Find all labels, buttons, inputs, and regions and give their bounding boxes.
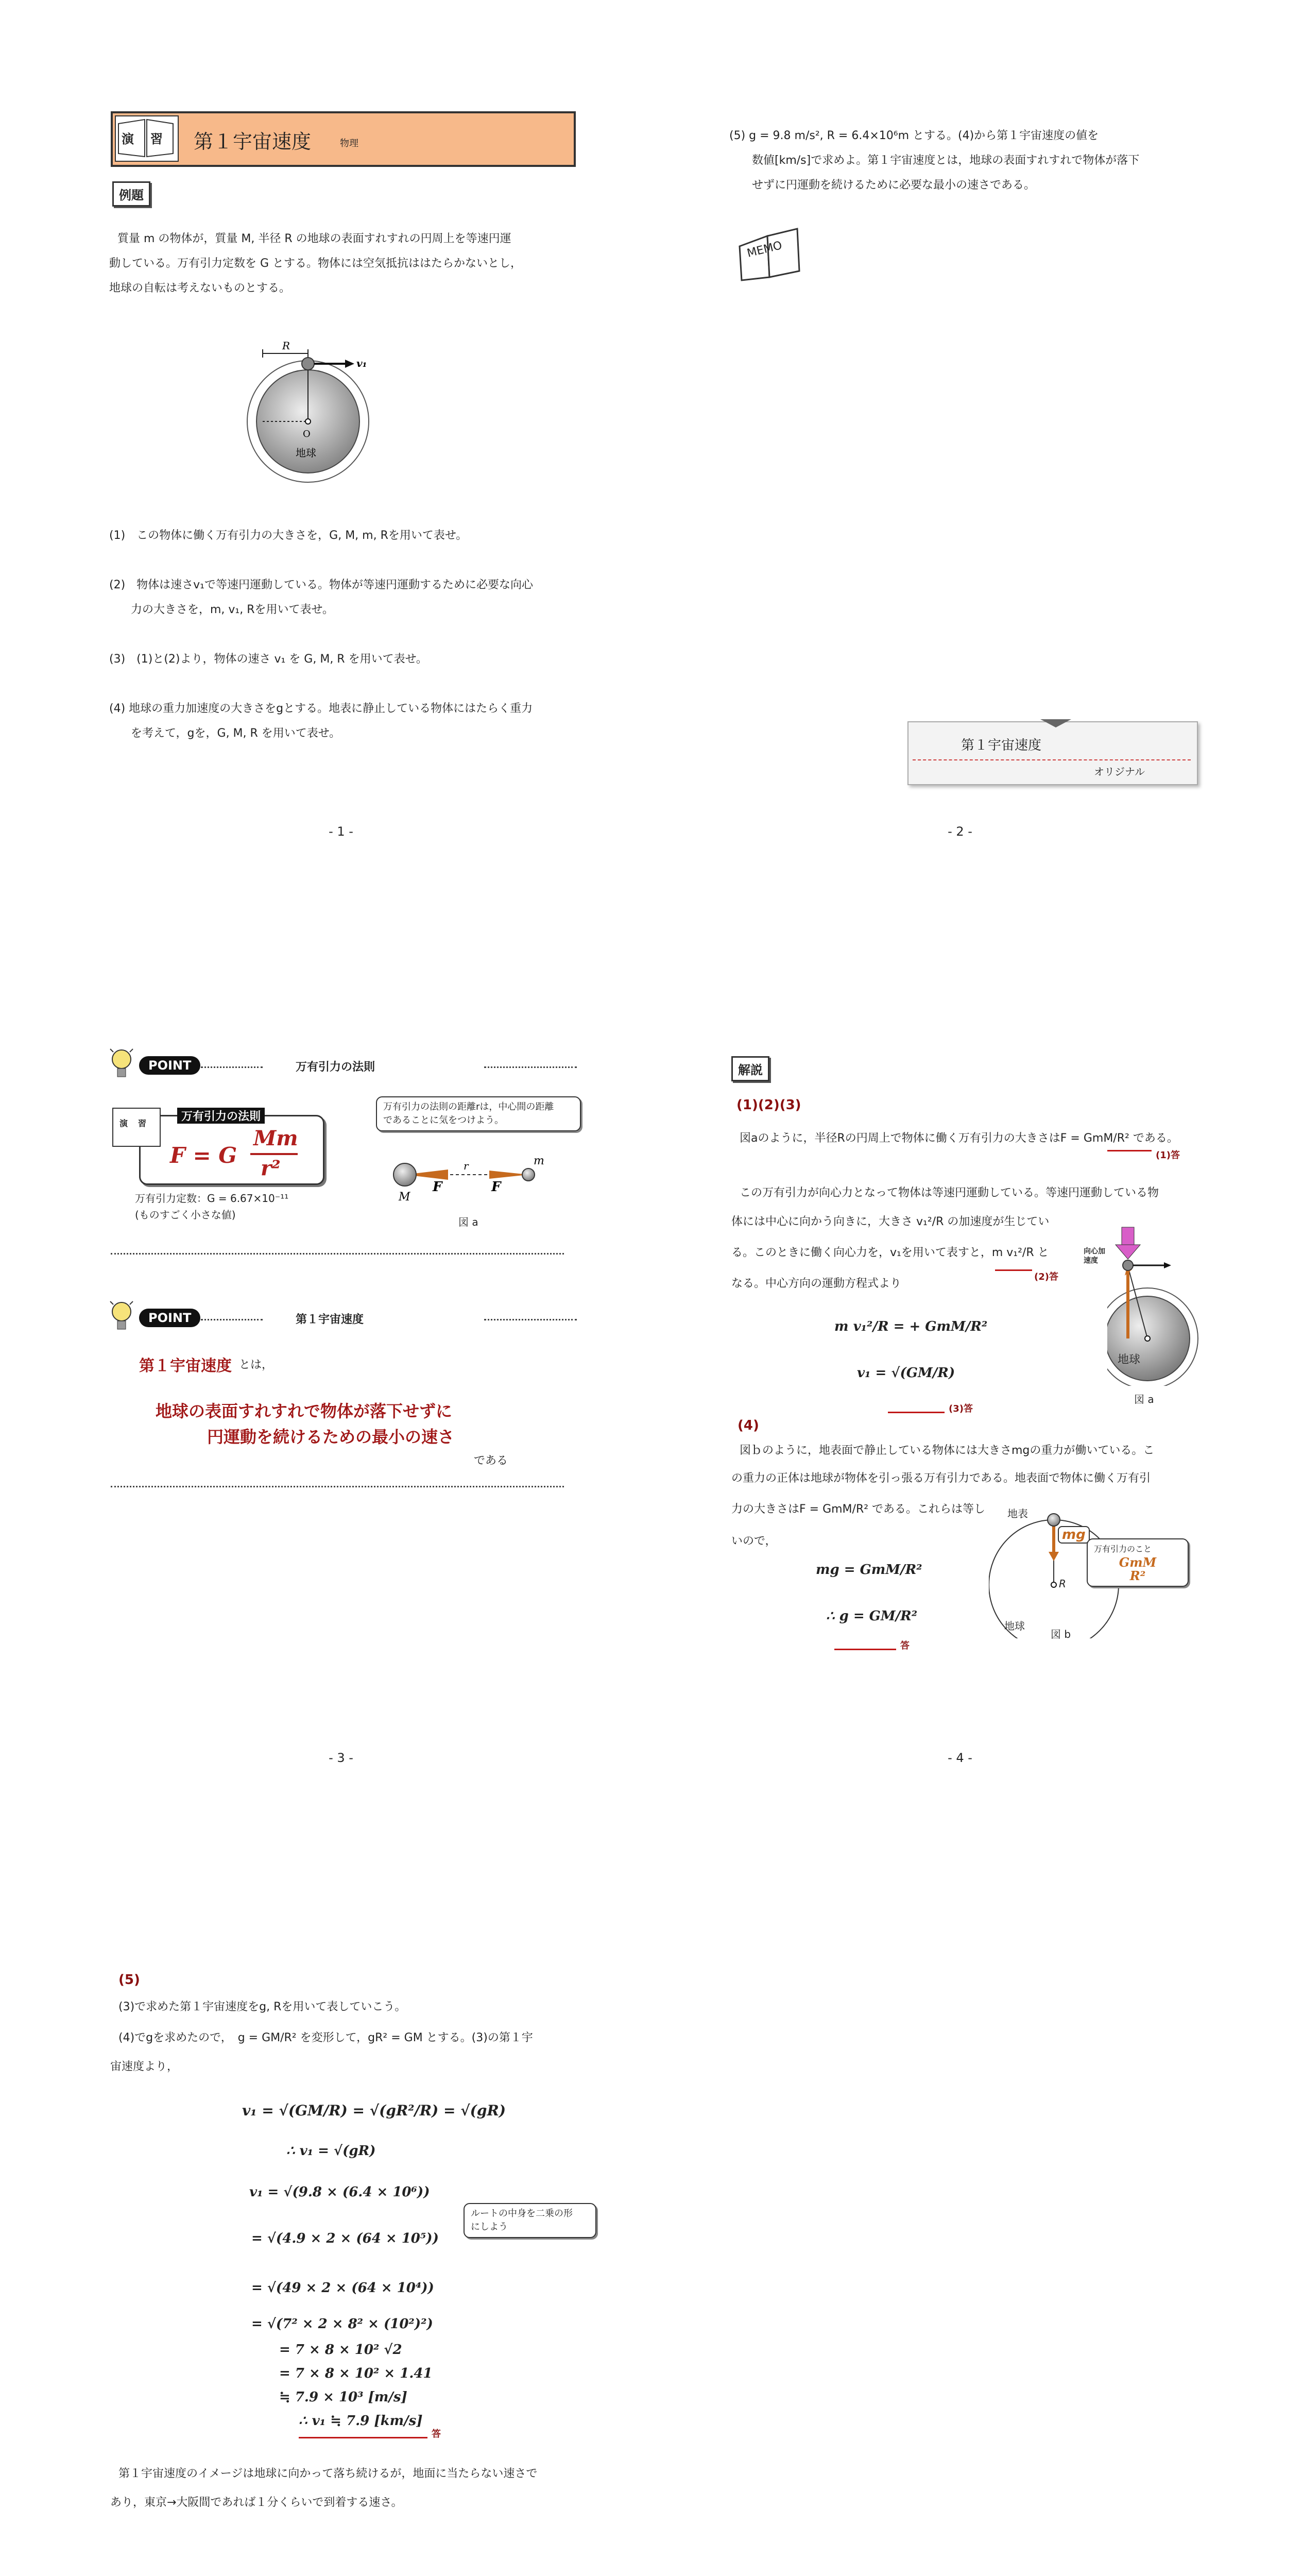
explanation-label: 解説 bbox=[731, 1056, 769, 1081]
card-source: オリジナル bbox=[1094, 766, 1145, 778]
question-5-line-3: せずに円運動を続けるために必要な最小の速さである。 bbox=[752, 179, 1036, 192]
question-1: (1) この物体に働く万有引力の大きさを，G, M, m, Rを用いて表せ。 bbox=[109, 529, 468, 542]
fig-R-label: R bbox=[282, 340, 290, 352]
memo-label: MEMO bbox=[746, 239, 784, 260]
fig-O-label: O bbox=[303, 429, 311, 439]
section-divider-2 bbox=[111, 1486, 564, 1487]
gravity-figure-a bbox=[381, 1133, 551, 1211]
equation-1: m v₁²/R = + GmM/R² bbox=[834, 1319, 988, 1334]
answer-4-mark: 答 bbox=[900, 1640, 910, 1651]
mg-label: mg bbox=[1058, 1526, 1090, 1544]
answer-heading-5: (5) bbox=[118, 1972, 140, 1988]
question-4-line-1: (4) 地球の重力加速度の大きさをgとする。地表に静止している物体にはたらく重力 bbox=[109, 702, 533, 715]
law-box-title: 万有引力の法則 bbox=[177, 1108, 265, 1124]
equation-4: ∴ g = GM/R² bbox=[826, 1608, 918, 1624]
question-5-line-2: 数値[km/s]で求めよ。第１宇宙速度とは，地球の表面すれすれで物体が落下 bbox=[752, 154, 1140, 167]
formula-numerator: Mm bbox=[253, 1126, 298, 1150]
root-callout-line-1: ルートの中身を二乗の形 bbox=[471, 2208, 573, 2219]
derivation-8: = 7 × 8 × 10² × 1.41 bbox=[279, 2366, 433, 2381]
definition-end: である bbox=[474, 1454, 508, 1467]
figure-a-caption: 図 a bbox=[458, 1216, 478, 1228]
law-book-tag-1: 演 bbox=[119, 1118, 128, 1128]
problem-intro-line-2: 動している。万有引力定数を G とする。物体には空気抵抗ははたらかないとし， bbox=[109, 257, 522, 270]
explanation-p3: 体には中心に向かう向きに，大きさ v₁²/R の加速度が生じてい bbox=[731, 1215, 1050, 1228]
answer-1-underline bbox=[1107, 1150, 1152, 1151]
answer-3-underline bbox=[888, 1412, 945, 1413]
closing-line-2: あり，東京→大阪間であれば１分くらいで到着する速さ。 bbox=[110, 2496, 403, 2509]
formula-denominator: r² bbox=[261, 1156, 281, 1180]
definition-line-1: 地球の表面すれすれで物体が落下せずに bbox=[156, 1401, 453, 1421]
explanation-p2: この万有引力が向心力となって物体は等速円運動している。等速円運動している物 bbox=[740, 1187, 1159, 1199]
fig-a-F-left: F bbox=[433, 1179, 442, 1195]
equation-3: mg = GmM/R² bbox=[816, 1562, 922, 1578]
derivation-7: = 7 × 8 × 10² √2 bbox=[279, 2342, 402, 2358]
figure-b-earth-label: 地球 bbox=[1004, 1620, 1025, 1632]
fig-a-M-label: M bbox=[399, 1191, 410, 1204]
definition-lead: 第１宇宙速度 bbox=[139, 1357, 232, 1375]
fig-a-m-label: m bbox=[534, 1155, 544, 1167]
answer-3-mark: (3)答 bbox=[949, 1403, 973, 1414]
answer-5-underline bbox=[299, 2437, 427, 2438]
page-number-2: - 2 - bbox=[948, 824, 972, 839]
explanation-p1: 図aのように，半径Rの円周上で物体に働く万有引力の大きさはF = GmM/R² である。 bbox=[740, 1132, 1178, 1145]
explanation-p5: なる。中心方向の運動方程式より bbox=[731, 1277, 902, 1290]
root-callout bbox=[464, 2203, 596, 2238]
figure-a-earth-label: 地球 bbox=[1118, 1353, 1141, 1366]
point-rule-1b bbox=[484, 1066, 577, 1068]
answer-2-mark: (2)答 bbox=[1034, 1272, 1058, 1282]
derivation-6: = √(7² × 2 × 8² × (10²)²) bbox=[251, 2316, 433, 2332]
gravity-callout-formula: GmM R² bbox=[1119, 1555, 1157, 1583]
earth-orbit-figure bbox=[242, 335, 386, 484]
formula-fraction-bar bbox=[250, 1153, 298, 1155]
question-2-line-1: (2) 物体は速さv₁で等速円運動している。物体が等速円運動するために必要な向心 bbox=[109, 579, 534, 591]
question-3: (3) (1)と(2)より，物体の速さ v₁ を G, M, R を用いて表せ。 bbox=[109, 653, 427, 666]
root-callout-line-2: にしよう bbox=[471, 2222, 508, 2232]
distance-callout bbox=[376, 1096, 581, 1131]
equation-2: v₁ = √(GM/R) bbox=[857, 1365, 955, 1381]
problem-intro-line-3: 地球の自転は考えないものとする。 bbox=[109, 282, 291, 295]
distance-callout-line-2: であることに気をつけよう。 bbox=[383, 1115, 504, 1126]
derivation-5: = √(49 × 2 × (64 × 10⁴)) bbox=[251, 2280, 434, 2296]
explanation-p6: 図ｂのように，地表面で静止している物体には大きさmgの重力が働いている。こ bbox=[740, 1444, 1155, 1457]
question-4-line-2: を考えて，gを，G, M, R を用いて表せ。 bbox=[131, 727, 341, 740]
centripetal-label: 向心加速度 bbox=[1084, 1247, 1105, 1265]
gravity-callout-text: 万有引力のこと bbox=[1094, 1544, 1152, 1554]
question-2-line-2: 力の大きさを，m, v₁, Rを用いて表せ。 bbox=[131, 603, 334, 616]
answer-1-mark: (1)答 bbox=[1156, 1150, 1180, 1161]
page-title: 第１宇宙速度 bbox=[194, 130, 312, 153]
explanation-p8: 力の大きさはF = GmM/R² である。これらは等し bbox=[731, 1503, 986, 1516]
derivation-10: ∴ v₁ ≒ 7.9 [km/s] bbox=[299, 2413, 423, 2429]
distance-callout-line-1: 万有引力の法則の距離rは，中心間の距離 bbox=[383, 1101, 554, 1112]
gravity-constant-note: (ものすごく小さな値) bbox=[135, 1209, 236, 1221]
derivation-1: v₁ = √(GM/R) = √(gR²/R) = √(gR) bbox=[242, 2102, 506, 2119]
derivation-4: = √(4.9 × 2 × (64 × 10⁵)) bbox=[251, 2231, 439, 2246]
derivation-2: ∴ v₁ = √(gR) bbox=[286, 2143, 376, 2159]
explanation-p9: いので， bbox=[731, 1535, 777, 1548]
answer-heading-4: (4) bbox=[738, 1418, 759, 1433]
answer-heading-123: (1)(2)(3) bbox=[736, 1097, 801, 1113]
definition-line-2: 円運動を続けるための最小の速さ bbox=[207, 1427, 455, 1447]
surface-label: 地表 bbox=[1007, 1507, 1028, 1520]
solution-line-1: (3)で求めた第１宇宙速度をg, Rを用いて表していこう。 bbox=[118, 2001, 406, 2013]
solution-line-2: (4)でgを求めたので， g = GM/R² を変形して，gR² = GM とする。(3)の第１宇 bbox=[118, 2031, 533, 2044]
question-5-line-1: (5) g = 9.8 m/s², R = 6.4×10⁶m とする。(4)から第１宇宙速度の値を bbox=[729, 129, 1099, 142]
point-badge-1: POINT bbox=[139, 1056, 200, 1075]
figure-a-caption-p4: 図 a bbox=[1134, 1393, 1154, 1405]
topic-card bbox=[907, 721, 1198, 785]
point-badge-2: POINT bbox=[139, 1309, 200, 1327]
fig-a-r-label: r bbox=[464, 1160, 469, 1172]
explanation-p7: の重力の正体は地球が物体を引っ張る万有引力である。地表面で物体に働く万有引 bbox=[731, 1472, 1151, 1485]
problem-intro-line-1: 質量 m の物体が，質量 M, 半径 R の地球の表面すれすれの円周上を等速円運 bbox=[117, 232, 511, 245]
section-heading-first-cosmic: 第１宇宙速度 bbox=[296, 1313, 364, 1326]
formula-lhs: F = G bbox=[170, 1143, 237, 1168]
derivation-3: v₁ = √(9.8 × (6.4 × 10⁶)) bbox=[249, 2184, 430, 2200]
derivation-9: ≒ 7.9 × 10³ [m/s] bbox=[279, 2389, 407, 2405]
section-divider-1 bbox=[111, 1253, 564, 1255]
answer-2-underline bbox=[995, 1269, 1032, 1271]
card-title: 第１宇宙速度 bbox=[961, 738, 1042, 753]
fig-a-F-right: F bbox=[491, 1179, 501, 1195]
example-label: 例題 bbox=[112, 181, 150, 207]
fig-earth-label: 地球 bbox=[296, 447, 316, 459]
exercise-tag-1: 演 bbox=[122, 132, 134, 146]
card-tab-icon bbox=[1040, 719, 1071, 727]
law-book-tag-2: 習 bbox=[138, 1118, 147, 1128]
gravity-constant: 万有引力定数：G = 6.67×10⁻¹¹ bbox=[135, 1192, 289, 1205]
section-heading-gravity: 万有引力の法則 bbox=[296, 1061, 375, 1074]
point-rule-2b bbox=[484, 1319, 577, 1320]
subject-label: 物理 bbox=[340, 138, 358, 149]
answer-5-mark: 答 bbox=[432, 2429, 441, 2439]
point-rule-2a bbox=[201, 1319, 263, 1320]
closing-line-1: 第１宇宙速度のイメージは地球に向かって落ち続けるが，地面に当たらない速さで bbox=[118, 2467, 538, 2480]
fig-v1-label: v₁ bbox=[356, 357, 367, 369]
gravity-callout bbox=[1087, 1538, 1189, 1587]
point-rule-1a bbox=[201, 1066, 263, 1068]
explanation-p4: る。このときに働く向心力を，v₁を用いて表すと，m v₁²/R と bbox=[731, 1246, 1049, 1259]
definition-particle: とは， bbox=[239, 1359, 273, 1371]
solution-line-3: 宙速度より， bbox=[110, 2060, 179, 2073]
figure-b-R-label: R bbox=[1059, 1578, 1066, 1590]
page-number-4: - 4 - bbox=[948, 1751, 972, 1765]
page-number-3: - 3 - bbox=[329, 1751, 353, 1765]
bulb-icon bbox=[108, 1046, 137, 1082]
exercise-tag-2: 習 bbox=[150, 132, 163, 146]
page-number-1: - 1 - bbox=[329, 824, 353, 839]
card-divider bbox=[913, 759, 1191, 760]
bulb-icon-2 bbox=[108, 1298, 137, 1334]
answer-4-underline bbox=[834, 1649, 896, 1650]
figure-b-caption: 図 b bbox=[1051, 1628, 1071, 1640]
